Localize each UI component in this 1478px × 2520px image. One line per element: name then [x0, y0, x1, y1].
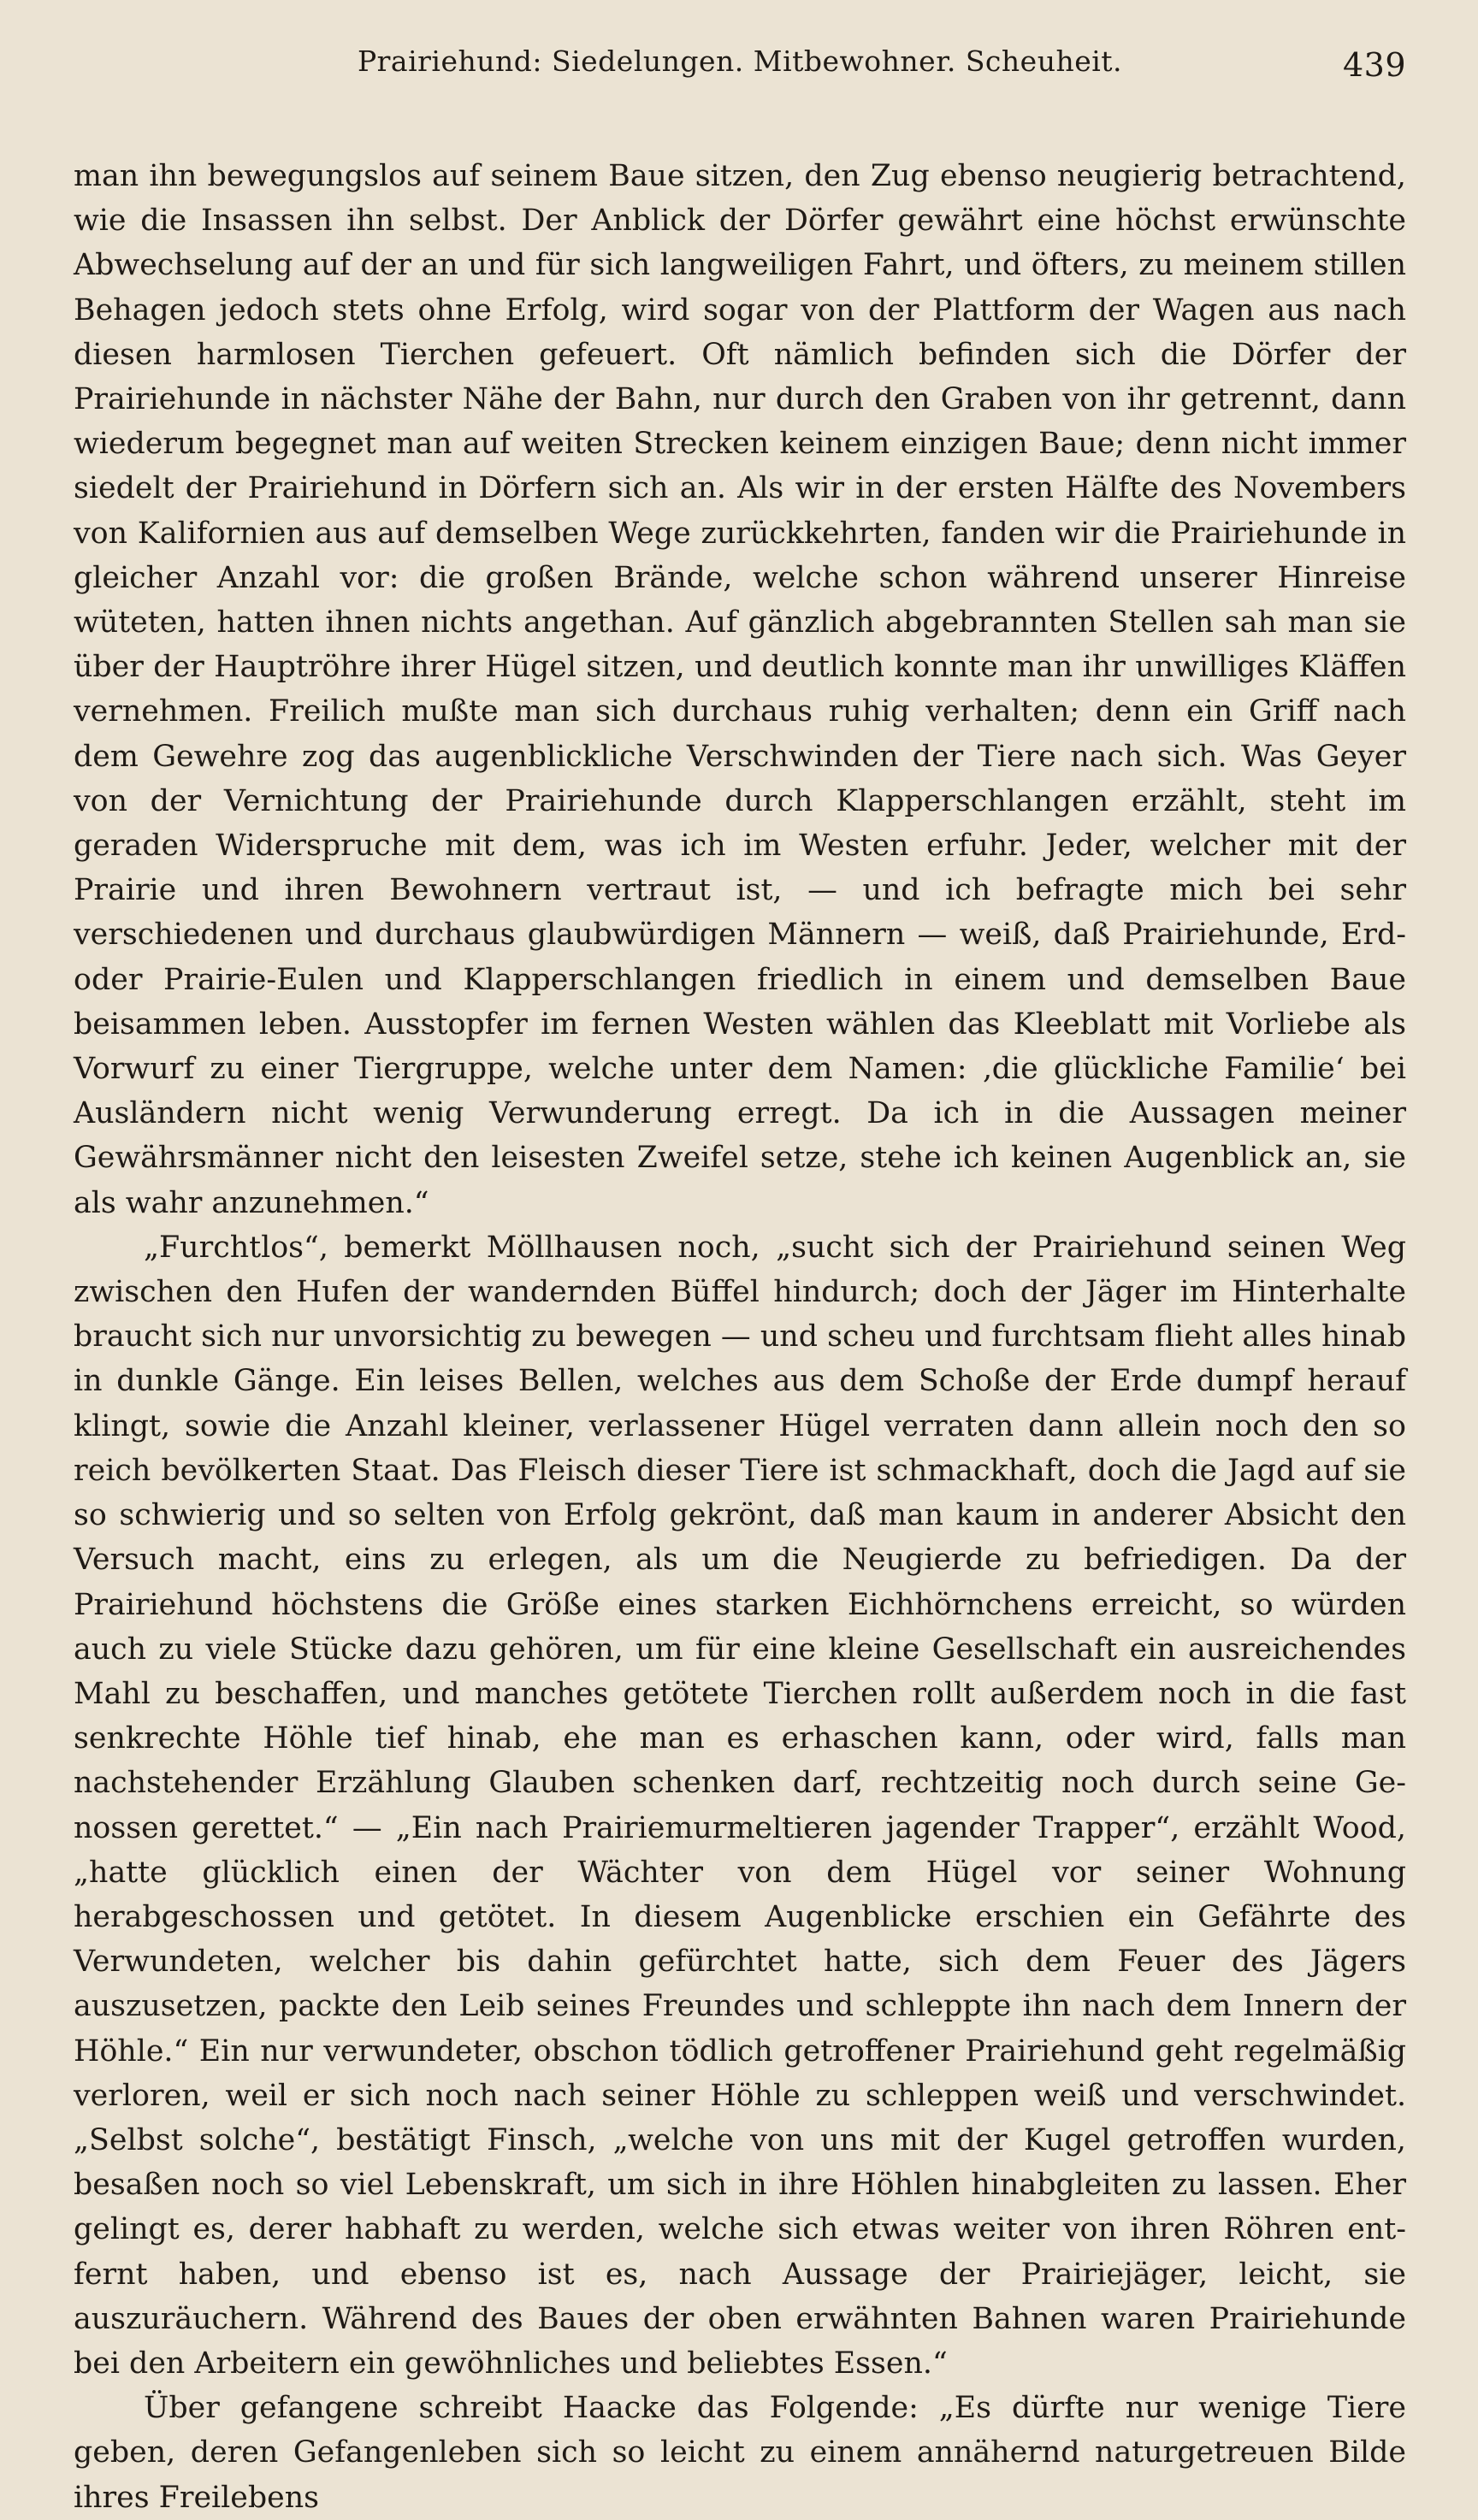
page-number: 439: [1342, 46, 1406, 84]
page-header: [74, 44, 1406, 104]
paragraph-haacke: Über gefangene schreibt Haacke das Folgende: „Es dürfte nur wenige Tiere geben, deren Gefangenleben sich so leicht zu einem annähernd naturgetreuen Bilde ihres Freilebens: [74, 2391, 1406, 2515]
running-head: Prairiehund: Siedelungen. Mitbewohner. Scheuheit.: [357, 44, 1123, 78]
paragraph-continued: man ihn bewegungslos auf seinem Baue sitzen, den Zug ebenso neugierig betrachtend, wie die Insassen ihn selbst. Der Anblick der Dörfer gewährt eine höchst erwünschte Abwechselung auf der an und für sich langweiligen Fahrt, und öfters, zu meinem stillen Behagen jedoch stets ohne Erfolg, wird sogar von der Plattform der Wagen aus nach diesen harmlosen Tierchen gefeuert. Oft nämlich befinden sich die Dörfer der Prairiehunde in nächster Nähe der Bahn, nur durch den Graben von ihr getrennt, dann wiederum begegnet man auf weiten Strecken keinem einzigen Baue; denn nicht immer siedelt der Prairiehund in Dörfern sich an. Als wir in der ersten Hälfte des Novembers von Kalifornien aus auf demselben Wege zurückkehrten, fanden wir die Prairiehunde in gleicher Anzahl vor: die großen Brände, welche schon während unserer Hinreise wüteten, hatten ihnen nichts angethan. Auf gänzlich abgebrannten Stellen sah man sie über der Hauptröhre ihrer Hügel sitzen, und deutlich konnte man ihr unwilliges Kläffen vernehmen. Freilich mußte man sich durchaus ruhig verhalten; denn ein Griff nach dem Gewehre zog das augenblickliche Verschwinden der Tiere nach sich. Was Geyer von der Vernichtung der Prairiehunde durch Klapperschlangen erzählt, steht im geraden Widerspruche mit dem, was ich im Westen erfuhr. Jeder, welcher mit der Prairie und ihren Bewohnern vertraut ist, — und ich befragte mich bei sehr verschiedenen und durchaus glaubwürdigen Männern — weiß, daß Prairiehunde, Erd- oder Prairie-Eulen und Klapperschlangen friedlich in einem und demselben Baue beisammen leben. Ausstopfer im fernen Westen wählen das Kleeblatt mit Vorliebe als Vorwurf zu einer Tiergruppe, welche unter dem Namen: ‚die glückliche Familie‘ bei Ausländern nicht wenig Verwunderung erregt. Da ich in die Aussagen meiner Gewährsmänner nicht den leisesten Zweifel setze, stehe ich keinen Augenblick an, sie als wahr anzunehmen.“: [74, 159, 1406, 1220]
paragraph-moellhausen: „Furchtlos“, bemerkt Möllhausen noch, „sucht sich der Prairiehund seinen Weg zwischen den Hufen der wandernden Büffel hindurch; doch der Jäger im Hinterhalte braucht sich nur unvorsichtig zu bewegen — und scheu und furchtsam flieht alles hinab in dunkle Gänge. Ein leises Bellen, welches aus dem Schoße der Erde dumpf herauf klingt, sowie die Anzahl kleiner, verlassener Hügel verraten dann allein noch den so reich bevölkerten Staat. Das Fleisch dieser Tiere ist schmackhaft, doch die Jagd auf sie so schwierig und so selten von Erfolg gekrönt, daß man kaum in anderer Absicht den Versuch macht, eins zu erlegen, als um die Neugierde zu befriedigen. Da der Prairiehund höchstens die Größe eines starken Eichhörnchens erreicht, so würden auch zu viele Stücke dazu gehören, um für eine kleine Gesellschaft ein ausreichendes Mahl zu beschaffen, und manches getötete Tierchen rollt außerdem noch in die fast senkrechte Höhle tief hinab, ehe man es erhaschen kann, oder wird, falls man nachstehender Erzählung Glauben schenken darf, rechtzeitig noch durch seine Genossen gerettet.“ — „Ein nach Prairiemurmeltieren jagender Trapper“, erzählt Wood, „hatte glücklich einen der Wächter von dem Hügel vor seiner Wohnung herabgeschossen und getötet. In diesem Augenblicke erschien ein Gefährte des Verwundeten, welcher bis dahin gefürchtet hatte, sich dem Feuer des Jägers auszusetzen, packte den Leib seines Freundes und schleppte ihn nach dem Innern der Höhle.“ Ein nur verwundeter, obschon tödlich getroffener Prairiehund geht regelmäßig verloren, weil er sich noch nach seiner Höhle zu schleppen weiß und verschwindet. „Selbst solche“, bestätigt Finsch, „welche von uns mit der Kugel getroffen wurden, besaßen noch so viel Lebenskraft, um sich in ihre Höhlen hinabgleiten zu lassen. Eher gelingt es, derer habhaft zu werden, welche sich etwas weiter von ihren Röhren entfernt haben, und ebenso ist es, nach Aussage der Prairiejäger, leicht, sie auszuräuchern. Während des Baues der oben erwähnten Bahnen waren Prairiehunde bei den Arbeitern ein gewöhnliches und beliebtes Essen.“: [74, 1230, 1406, 2381]
body-text: [74, 154, 1406, 2520]
